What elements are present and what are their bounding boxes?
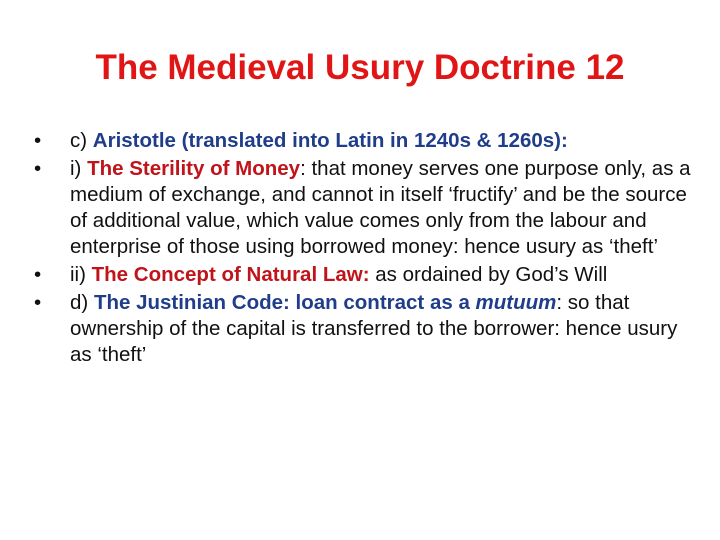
bullet-lead: i): [70, 157, 88, 180]
bullet-dot-icon: •: [34, 157, 42, 180]
bullet-list: [34, 128, 694, 370]
bullet-item-sterility: [34, 156, 694, 260]
bullet-emphasis: The Sterility of Money: [87, 157, 301, 180]
bullet-dot-icon: •: [34, 291, 42, 314]
bullet-dot-icon: •: [34, 263, 42, 286]
bullet-item-aristotle: [34, 128, 694, 154]
bullet-lead: c): [70, 129, 93, 152]
bullet-text: : so that ownership of the capital is transferred to the borrower: hence usury as ‘theft’: [70, 291, 678, 366]
bullet-lead: ii): [70, 263, 92, 286]
bullet-dot-icon: •: [34, 129, 42, 152]
bullet-item-justinian: [34, 290, 694, 368]
bullet-emphasis: The Concept of Natural Law:: [91, 263, 370, 286]
bullet-emphasis: Aristotle (translated into Latin in 1240s & 1260s):: [92, 129, 568, 152]
bullet-emphasis: The Justinian Code: loan contract as a: [93, 291, 476, 314]
bullet-item-natural-law: [34, 262, 694, 288]
bullet-text: : that money serves one purpose only, as a medium of exchange, and cannot in itself ‘fructify’ and be the source of additional value, which value comes only from the labour and enterprise of those using borrowed money: hence usury as ‘theft’: [70, 157, 691, 258]
bullet-lead: d): [70, 291, 94, 314]
bullet-emphasis-italic: mutuum: [475, 291, 557, 314]
bullet-text: as ordained by God’s Will: [369, 263, 608, 286]
slide-title: The Medieval Usury Doctrine 12: [95, 48, 625, 87]
